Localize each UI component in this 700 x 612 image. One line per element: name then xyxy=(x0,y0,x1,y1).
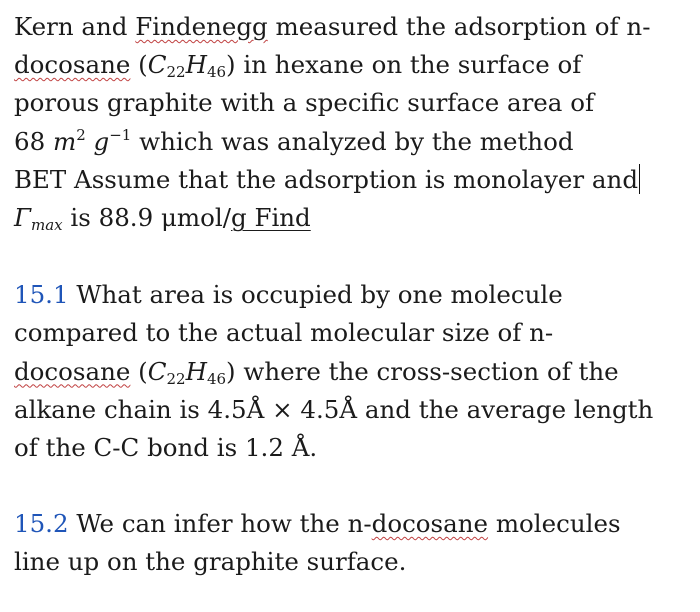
text: What area is occupied by one molecule xyxy=(68,280,563,310)
text-cursor xyxy=(639,164,640,194)
text: measured the adsorption of n- xyxy=(267,12,651,41)
text: BET Assume that the adsorption is monolayer and xyxy=(14,164,638,194)
spellcheck-word[interactable]: Findenegg xyxy=(135,12,268,41)
question-number: 15.2 xyxy=(14,509,69,539)
text: molecules xyxy=(488,509,621,539)
math-formula: $C_{22}H_{46}$ xyxy=(147,356,227,388)
question-15-2 xyxy=(14,505,686,581)
problem-statement xyxy=(14,8,686,237)
text: which was analyzed by the method xyxy=(131,126,574,156)
text: porous graphite with a specific surface area of xyxy=(14,88,595,118)
paragraph-spacer xyxy=(14,467,686,505)
paragraph-spacer xyxy=(14,237,686,276)
text: of the C-C bond is 1.2 Å. xyxy=(14,433,318,463)
math-formula: $C_{22}H_{46}$ xyxy=(147,50,227,82)
math-gamma: $\Gamma_{max}$ xyxy=(14,203,63,235)
text: line up on the graphite surface. xyxy=(14,547,407,577)
text: ( xyxy=(130,50,148,80)
question-15-1 xyxy=(14,276,686,467)
spellcheck-word[interactable]: docosane xyxy=(371,509,489,539)
question-number: 15.1 xyxy=(14,280,69,310)
text: ( xyxy=(130,356,148,386)
document-body xyxy=(14,8,686,582)
text: compared to the actual molecular size of n- xyxy=(14,318,554,348)
text: ) where the cross-section of the xyxy=(226,356,619,386)
text: alkane chain is 4.5Å × 4.5Å and the average length xyxy=(14,394,654,424)
spellcheck-word[interactable]: docosane xyxy=(14,356,131,386)
underlined-text: g Find xyxy=(230,203,311,233)
text: We can infer how the n- xyxy=(68,509,372,539)
math-unit: $m^2$ $g^{-1}$ xyxy=(52,125,132,156)
text: 68 xyxy=(14,126,53,156)
text: is 88.9 μmol/ xyxy=(62,203,231,233)
text: Kern and xyxy=(14,12,136,41)
spellcheck-word[interactable]: docosane xyxy=(14,50,131,80)
text: ) in hexane on the surface of xyxy=(226,50,582,80)
